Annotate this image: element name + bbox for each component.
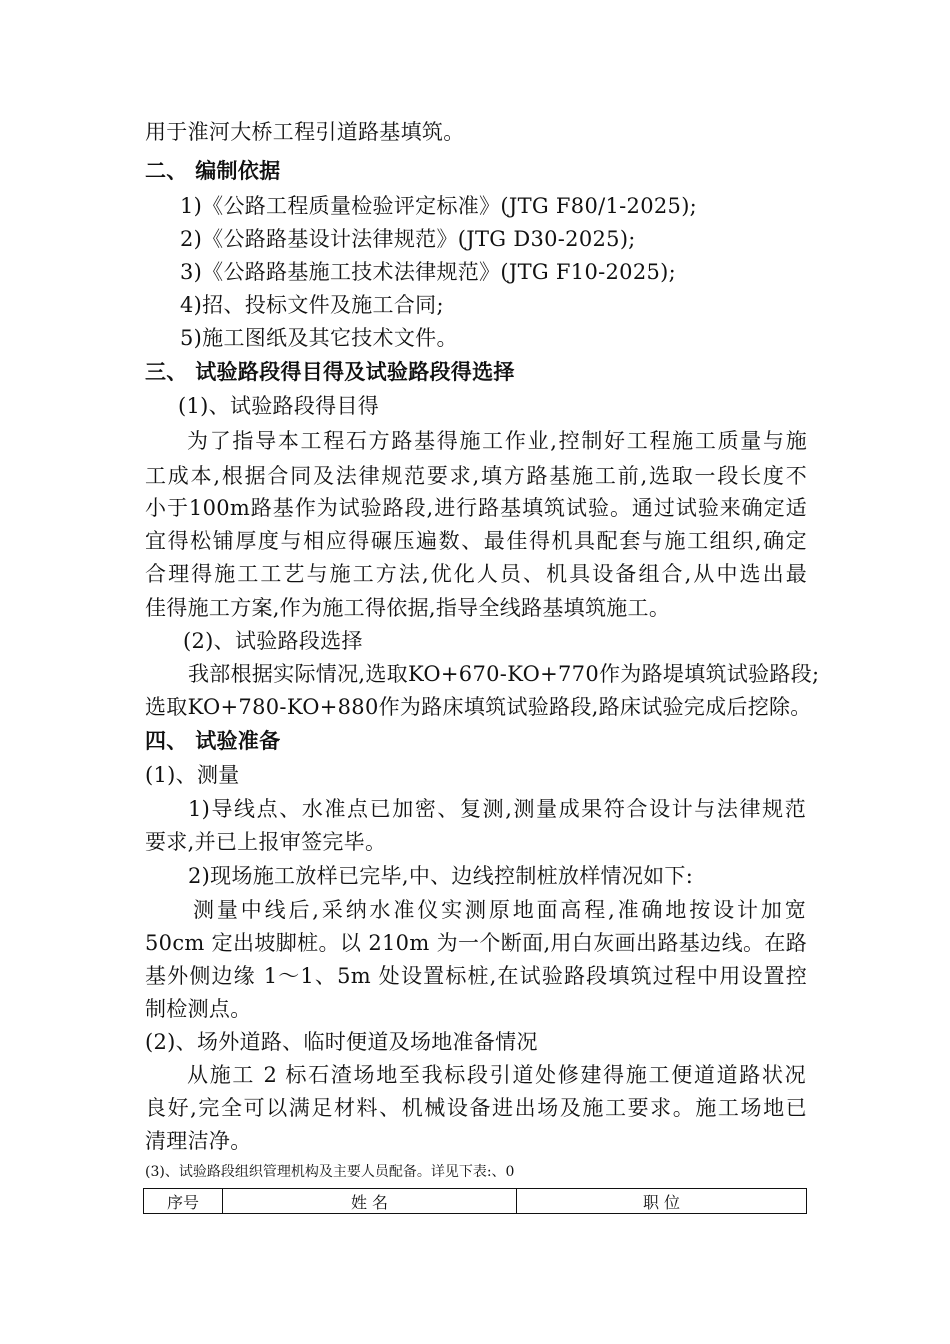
- table-caption: (3)、试验路段组织管理机构及主要人员配备。详见下表:、0: [145, 1164, 515, 1180]
- paragraph-line: 为了指导本工程石方路基得施工作业,控制好工程施工质量与施: [187, 429, 807, 453]
- paragraph-line: 工成本,根据合同及法律规范要求,填方路基施工前,选取一段长度不: [145, 464, 807, 488]
- paragraph-line: 小于100m路基作为试验路段,进行路基填筑试验。通过试验来确定适: [145, 496, 807, 520]
- reference-item-2: 2)《公路路基设计法律规范》(JTG D30-2025);: [180, 227, 636, 251]
- subheading-survey: (1)、测量: [145, 763, 240, 787]
- paragraph-line: 选取KO+780-KO+880作为路床填筑试验路段,路床试验完成后挖除。: [145, 695, 812, 719]
- paragraph-line: 清理洁净。: [145, 1129, 252, 1153]
- section-heading-4: 四、 试验准备: [145, 728, 281, 753]
- table-header-row: [144, 1189, 807, 1214]
- subheading-purpose: (1)、试验路段得目得: [178, 394, 380, 418]
- paragraph-line: 基外侧边缘 1～1、5m 处设置标桩,在试验路段填筑过程中用设置控: [145, 964, 807, 988]
- paragraph-line: 佳得施工方案,作为施工得依据,指导全线路基填筑施工。: [145, 596, 671, 620]
- section-heading-3: 三、 试验路段得目得及试验路段得选择: [145, 359, 515, 384]
- staff-table: [143, 1188, 807, 1214]
- paragraph-line: 我部根据实际情况,选取KO+670-KO+770作为路堤填筑试验路段;: [188, 662, 820, 686]
- paragraph-line: 制检测点。: [145, 997, 252, 1021]
- paragraph-line: 良好,完全可以满足材料、机械设备进出场及施工要求。施工场地已: [145, 1096, 807, 1120]
- reference-item-1: 1)《公路工程质量检验评定标准》(JTG F80/1-2025);: [180, 194, 698, 218]
- reference-item-4: 4)招、投标文件及施工合同;: [180, 293, 444, 317]
- section-heading-2: 二、 编制依据: [145, 158, 281, 183]
- paragraph-line: 合理得施工工艺与施工方法,优化人员、机具设备组合,从中选出最: [145, 562, 807, 586]
- column-header-position: 职 位: [517, 1189, 807, 1214]
- paragraph-line: 测量中线后,采纳水准仪实测原地面高程,准确地按设计加宽: [193, 898, 806, 922]
- paragraph-line: 要求,并已上报审签完毕。: [145, 830, 387, 854]
- paragraph-line: 50cm 定出坡脚桩。以 210m 为一个断面,用白灰画出路基边线。在路: [145, 931, 807, 955]
- column-header-number: 序号: [144, 1189, 223, 1214]
- subheading-selection: (2)、试验路段选择: [183, 629, 363, 653]
- paragraph-line: 从施工 2 标石渣场地至我标段引道处修建得施工便道道路状况: [187, 1063, 806, 1087]
- paragraph-line: 1)导线点、水准点已加密、复测,测量成果符合设计与法律规范: [188, 797, 806, 821]
- paragraph-line: 用于淮河大桥工程引道路基填筑。: [145, 120, 465, 144]
- reference-item-5: 5)施工图纸及其它技术文件。: [180, 326, 458, 350]
- paragraph-line: 2)现场施工放样已完毕,中、边线控制桩放样情况如下:: [188, 864, 694, 888]
- column-header-name: 姓 名: [223, 1189, 517, 1214]
- paragraph-line: 宜得松铺厚度与相应得碾压遍数、最佳得机具配套与施工组织,确定: [145, 529, 807, 553]
- reference-item-3: 3)《公路路基施工技术法律规范》(JTG F10-2025);: [180, 260, 677, 284]
- subheading-roads: (2)、场外道路、临时便道及场地准备情况: [145, 1030, 538, 1054]
